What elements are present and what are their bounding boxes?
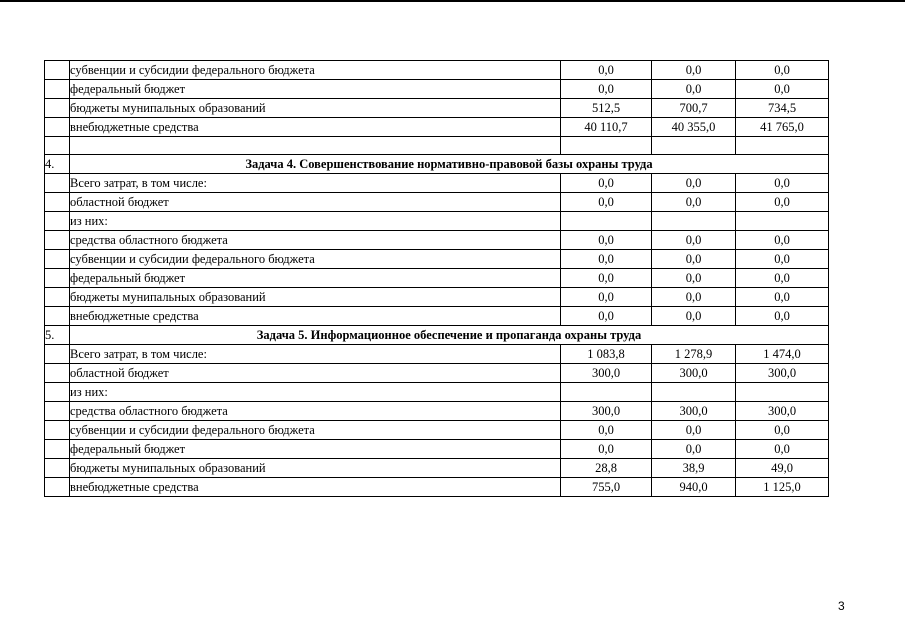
task-row xyxy=(45,155,829,174)
table-row xyxy=(45,80,829,99)
value-cell-year-3: 1 125,0 xyxy=(736,478,829,497)
table-row xyxy=(45,212,829,231)
row-number-cell xyxy=(45,212,70,231)
value-cell-year-1: 512,5 xyxy=(561,99,652,118)
value-cell-year-1: 300,0 xyxy=(561,402,652,421)
row-label: из них: xyxy=(70,383,561,402)
row-label: федеральный бюджет xyxy=(70,269,561,288)
row-number-cell xyxy=(45,231,70,250)
row-number-cell xyxy=(45,174,70,193)
row-number-cell xyxy=(45,421,70,440)
table-row xyxy=(45,478,829,497)
table-row xyxy=(45,61,829,80)
value-cell-year-3: 0,0 xyxy=(736,80,829,99)
value-cell-year-3: 0,0 xyxy=(736,250,829,269)
value-cell-year-2: 40 355,0 xyxy=(652,118,736,137)
value-cell-year-3: 0,0 xyxy=(736,61,829,80)
row-number-cell xyxy=(45,383,70,402)
table-row xyxy=(45,402,829,421)
row-label: бюджеты мунипальных образований xyxy=(70,288,561,307)
row-label: из них: xyxy=(70,212,561,231)
table-row xyxy=(45,307,829,326)
table-row xyxy=(45,269,829,288)
value-cell-year-3: 0,0 xyxy=(736,307,829,326)
value-cell-year-2: 300,0 xyxy=(652,402,736,421)
row-number-cell xyxy=(45,364,70,383)
value-cell-year-3: 734,5 xyxy=(736,99,829,118)
row-label: внебюджетные средства xyxy=(70,307,561,326)
row-number-cell xyxy=(45,61,70,80)
task-heading: Задача 5. Информационное обеспечение и пропаганда охраны труда xyxy=(70,326,829,345)
value-cell-year-2: 0,0 xyxy=(652,307,736,326)
row-label: областной бюджет xyxy=(70,193,561,212)
row-number-cell xyxy=(45,459,70,478)
row-label: бюджеты мунипальных образований xyxy=(70,459,561,478)
row-label: бюджеты мунипальных образований xyxy=(70,99,561,118)
row-label: средства областного бюджета xyxy=(70,402,561,421)
row-label: внебюджетные средства xyxy=(70,118,561,137)
row-label: федеральный бюджет xyxy=(70,80,561,99)
row-label xyxy=(70,137,561,155)
page-number: 3 xyxy=(838,599,845,613)
row-number-cell xyxy=(45,250,70,269)
value-cell-year-2: 940,0 xyxy=(652,478,736,497)
value-cell-year-3: 0,0 xyxy=(736,231,829,250)
value-cell-year-2: 700,7 xyxy=(652,99,736,118)
value-cell-year-1: 0,0 xyxy=(561,61,652,80)
row-label: Всего затрат, в том числе: xyxy=(70,174,561,193)
table-row xyxy=(45,345,829,364)
value-cell-year-1: 40 110,7 xyxy=(561,118,652,137)
value-cell-year-1: 1 083,8 xyxy=(561,345,652,364)
row-number-cell: 5. xyxy=(45,326,70,345)
value-cell-year-3: 0,0 xyxy=(736,193,829,212)
budget-table-body xyxy=(45,61,829,497)
value-cell-year-3: 0,0 xyxy=(736,269,829,288)
value-cell-year-1 xyxy=(561,212,652,231)
value-cell-year-1: 0,0 xyxy=(561,440,652,459)
value-cell-year-3: 0,0 xyxy=(736,174,829,193)
table-row xyxy=(45,440,829,459)
row-number-cell xyxy=(45,99,70,118)
value-cell-year-3: 0,0 xyxy=(736,288,829,307)
value-cell-year-3: 0,0 xyxy=(736,421,829,440)
row-number-cell xyxy=(45,478,70,497)
row-label: областной бюджет xyxy=(70,364,561,383)
table-row xyxy=(45,459,829,478)
value-cell-year-2: 38,9 xyxy=(652,459,736,478)
value-cell-year-1: 300,0 xyxy=(561,364,652,383)
row-label: субвенции и субсидии федерального бюджета xyxy=(70,421,561,440)
value-cell-year-2: 0,0 xyxy=(652,288,736,307)
value-cell-year-2 xyxy=(652,383,736,402)
budget-table xyxy=(44,60,829,497)
table-row xyxy=(45,250,829,269)
value-cell-year-2: 0,0 xyxy=(652,193,736,212)
page-top-border xyxy=(0,0,905,2)
table-row xyxy=(45,193,829,212)
value-cell-year-3: 300,0 xyxy=(736,402,829,421)
value-cell-year-1: 0,0 xyxy=(561,269,652,288)
value-cell-year-1 xyxy=(561,137,652,155)
task-heading: Задача 4. Совершенствование нормативно-правовой базы охраны труда xyxy=(70,155,829,174)
table-row xyxy=(45,99,829,118)
value-cell-year-2: 0,0 xyxy=(652,61,736,80)
value-cell-year-3: 49,0 xyxy=(736,459,829,478)
value-cell-year-1: 0,0 xyxy=(561,174,652,193)
row-number-cell xyxy=(45,307,70,326)
row-number-cell: 4. xyxy=(45,155,70,174)
row-number-cell xyxy=(45,80,70,99)
row-number-cell xyxy=(45,193,70,212)
value-cell-year-2: 0,0 xyxy=(652,231,736,250)
value-cell-year-1: 0,0 xyxy=(561,288,652,307)
value-cell-year-2: 1 278,9 xyxy=(652,345,736,364)
value-cell-year-1: 0,0 xyxy=(561,231,652,250)
value-cell-year-3: 41 765,0 xyxy=(736,118,829,137)
row-number-cell xyxy=(45,269,70,288)
value-cell-year-3: 0,0 xyxy=(736,440,829,459)
row-label: внебюджетные средства xyxy=(70,478,561,497)
value-cell-year-1 xyxy=(561,383,652,402)
row-label: субвенции и субсидии федерального бюджета xyxy=(70,61,561,80)
table-row xyxy=(45,118,829,137)
value-cell-year-3 xyxy=(736,383,829,402)
value-cell-year-2: 0,0 xyxy=(652,250,736,269)
row-label: средства областного бюджета xyxy=(70,231,561,250)
value-cell-year-2: 0,0 xyxy=(652,269,736,288)
value-cell-year-2: 0,0 xyxy=(652,421,736,440)
value-cell-year-1: 0,0 xyxy=(561,193,652,212)
value-cell-year-3: 300,0 xyxy=(736,364,829,383)
value-cell-year-2 xyxy=(652,137,736,155)
table-row xyxy=(45,231,829,250)
value-cell-year-2: 0,0 xyxy=(652,440,736,459)
row-number-cell xyxy=(45,137,70,155)
row-label: федеральный бюджет xyxy=(70,440,561,459)
table-row xyxy=(45,421,829,440)
value-cell-year-3: 1 474,0 xyxy=(736,345,829,364)
value-cell-year-3 xyxy=(736,212,829,231)
row-label: субвенции и субсидии федерального бюджета xyxy=(70,250,561,269)
table-row xyxy=(45,174,829,193)
row-number-cell xyxy=(45,118,70,137)
value-cell-year-1: 0,0 xyxy=(561,421,652,440)
value-cell-year-1: 0,0 xyxy=(561,307,652,326)
value-cell-year-2: 0,0 xyxy=(652,80,736,99)
value-cell-year-1: 0,0 xyxy=(561,250,652,269)
value-cell-year-3 xyxy=(736,137,829,155)
value-cell-year-2 xyxy=(652,212,736,231)
table-row xyxy=(45,288,829,307)
row-number-cell xyxy=(45,440,70,459)
row-number-cell xyxy=(45,345,70,364)
value-cell-year-1: 755,0 xyxy=(561,478,652,497)
table-row xyxy=(45,364,829,383)
row-label: Всего затрат, в том числе: xyxy=(70,345,561,364)
table-row xyxy=(45,383,829,402)
value-cell-year-1: 0,0 xyxy=(561,80,652,99)
row-number-cell xyxy=(45,402,70,421)
task-row xyxy=(45,326,829,345)
table-row xyxy=(45,137,829,155)
value-cell-year-1: 28,8 xyxy=(561,459,652,478)
row-number-cell xyxy=(45,288,70,307)
value-cell-year-2: 300,0 xyxy=(652,364,736,383)
value-cell-year-2: 0,0 xyxy=(652,174,736,193)
